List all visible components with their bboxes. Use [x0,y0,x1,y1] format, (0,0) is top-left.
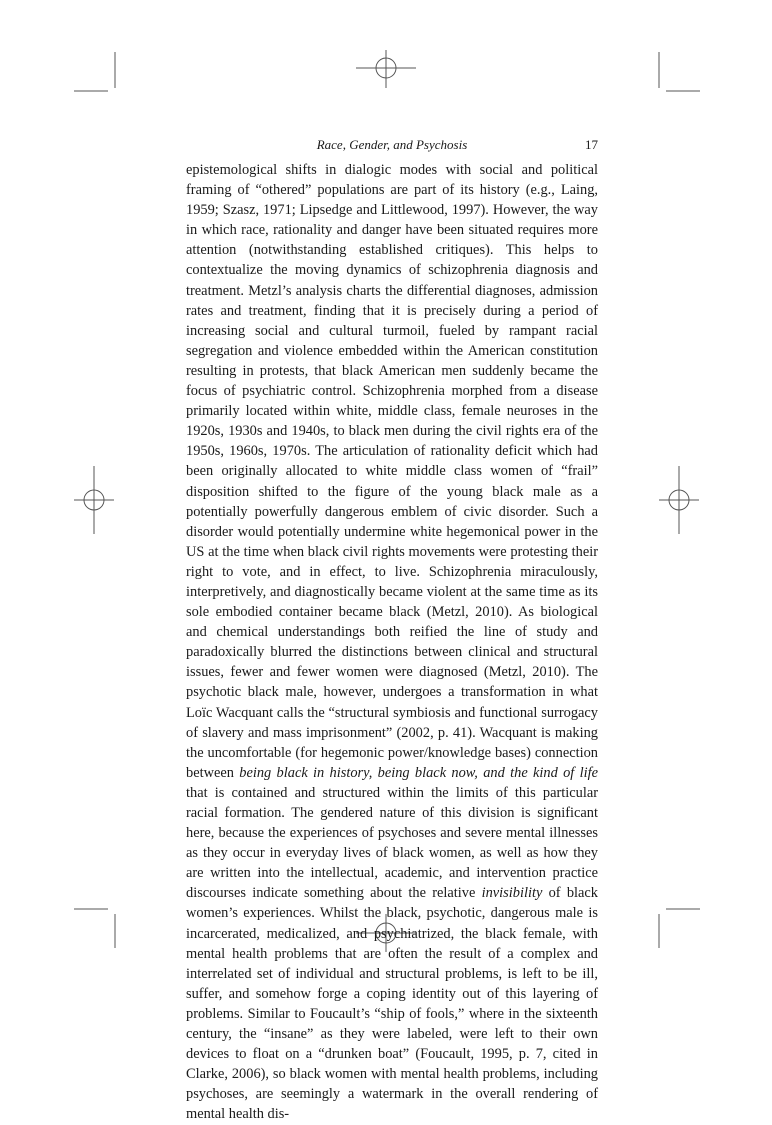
registration-mark-left [74,466,114,534]
paragraph-segment-italic: invisibility [481,885,543,902]
body-paragraph [186,160,598,1125]
running-head [186,136,598,154]
crop-mark-top-right [659,52,700,91]
running-head-title: Race, Gender, and Psychosis [316,137,468,152]
paragraph-segment-italic: being black in history, being black now, and the kind of life [239,764,598,781]
paragraph-segment: epistemological shifts in dialogic modes with social and political framing of “othered” populations are part of its history (e.g., Laing, 1959; Szasz, 1971; Lipsedge and Littlewood, 1997). However, the way in which race, rationality and danger have been situated requires more attention (notwithstanding established critiques). This helps to contextualize the moving dynamics of schizophrenia diagnosis and treatment. Metzl’s analysis charts the differential diagnoses, admission rates and treatment, finding that it is precisely during a period of increasing social and cultural turmoil, fueled by rampant racial segregation and violence embedded within the American constitution resulting in protests, that black American men suddenly became the focus of psychiatric control. Schizophrenia morphed from a disease primarily located within white, middle class, female neuroses in the 1920s, 1930s and 1940s, to black men during the civil rights era of the 1950s, 1960s, 1970s. The articulation of rationality deficit which had been originally allocated to white middle class women of “frail” disposition shifted to the figure of the young black male as a potentially powerfully dangerous emblem of civic disorder. Such a disorder would potentially undermine white hegemonical power in the US at the time when black civil rights movements were protesting their right to vote, and in effect, to live. Schizophrenia miraculously, interpretively, and diagnostically became violent at the same time as its sole embodied container became black (Metzl, 2010). As biological and chemical understandings both reified the line of study and paradoxically blurred the distinctions between clinical and structural issues, fewer and fewer women were diagnosed (Metzl, 2010). The psychotic black male, however, undergoes a transformation in what Loïc Wacquant calls the “structural symbiosis and functional surrogacy of slavery and mass imprisonment” (2002, p. 41). Wacquant is making the uncomfortable (for hegemonic power/knowledge bases) connection between [186,162,598,781]
crop-mark-bottom-left [74,909,115,948]
crop-mark-top-left [74,52,115,91]
crop-mark-bottom-right [659,909,700,948]
paragraph-segment: of black women’s experiences. Whilst the black, psychotic, dangerous male is incarcerated, medicalized, and psychiatrized, the black female, with mental health problems that are often the result of a complex and interrelated set of individual and structural problems, is left to be ill, suffer, and somehow forge a coping identity out of this layering of problems. Similar to Foucault’s “ship of fools,” where in the sixteenth century, the “insane” as they were labeled, were left to their own devices to float on a “drunken boat” (Foucault, 1995, p. 7, cited in Clarke, 2006), so black women with mental health problems, including psychoses, are seemingly a watermark in the overall rendering of mental health dis- [186,885,598,1123]
paragraph-segment: that is contained and structured within the limits of this particular racial formation. The gendered nature of this division is significant here, because the experiences of psychoses and severe mental illnesses as they occur in everyday lives of black women, as well as how they are written into the intellectual, academic, and intervention practice discourses indicate something about the relative [186,784,598,902]
registration-mark-top [356,50,416,88]
page-number: 17 [585,137,598,152]
registration-mark-right [659,466,699,534]
